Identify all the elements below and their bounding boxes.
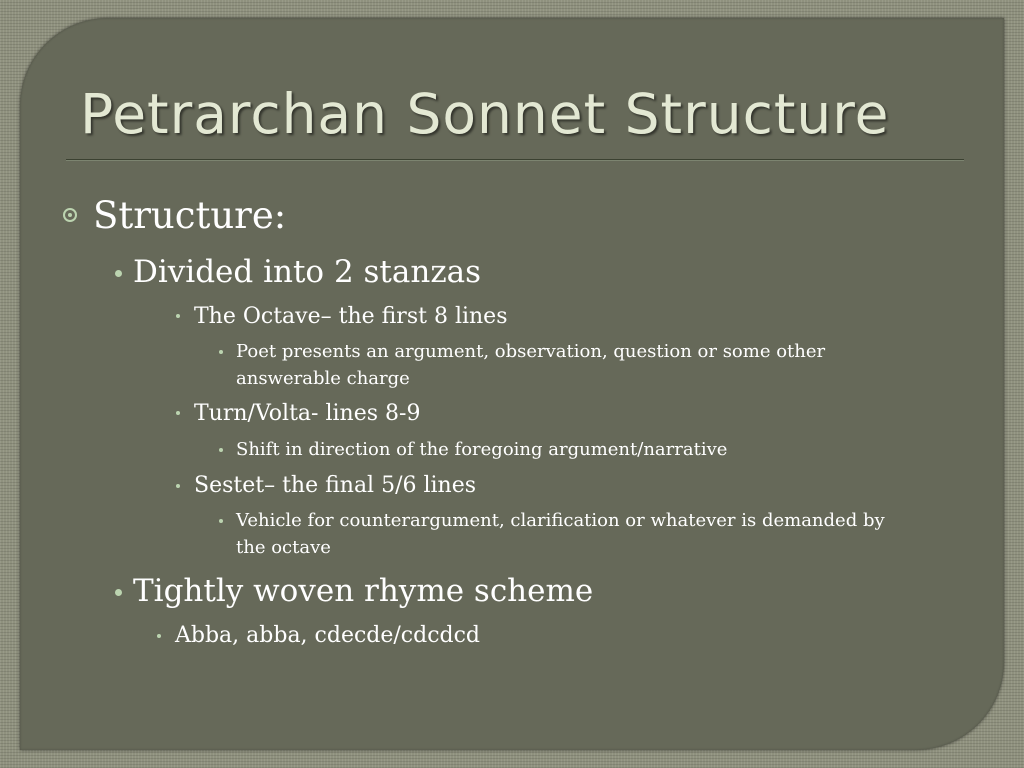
bullet-small-icon [176,484,180,488]
bullet-small-icon [176,411,180,415]
bullet-small-icon [176,314,180,318]
bullet-sestet: Sestet– the final 5/6 lines [194,473,477,498]
bullet-structure: Structure: [93,194,287,237]
bullet-octave: The Octave– the first 8 lines [194,304,508,329]
bullet-poet-presents-cont: answerable charge [236,368,410,389]
bullet-poet-presents: Poet presents an argument, observation, question or some other [236,341,826,362]
bullet-small-icon [219,448,223,452]
bullet-abba: Abba, abba, cdecde/cdcdcd [175,623,481,648]
bullet-divided-stanzas: Divided into 2 stanzas [133,254,482,290]
bullet-small-icon [219,519,223,523]
slide-title: Petrarchan Sonnet Structure [80,82,890,146]
bullet-shift-direction: Shift in direction of the foregoing argument/narrative [236,439,728,460]
bullet-vehicle-cont: the octave [236,537,331,558]
bullet-vehicle: Vehicle for counterargument, clarification or whatever is demanded by [236,510,885,531]
bullet-dot-icon [115,589,122,596]
bullet-dot-icon [115,270,122,277]
bullet-turn-volta: Turn/Volta- lines 8-9 [194,401,421,426]
bullet-small-icon [157,634,161,638]
bullet-small-icon [219,350,223,354]
bullet-rhyme-scheme: Tightly woven rhyme scheme [133,573,594,609]
target-bullet-icon [63,208,77,222]
